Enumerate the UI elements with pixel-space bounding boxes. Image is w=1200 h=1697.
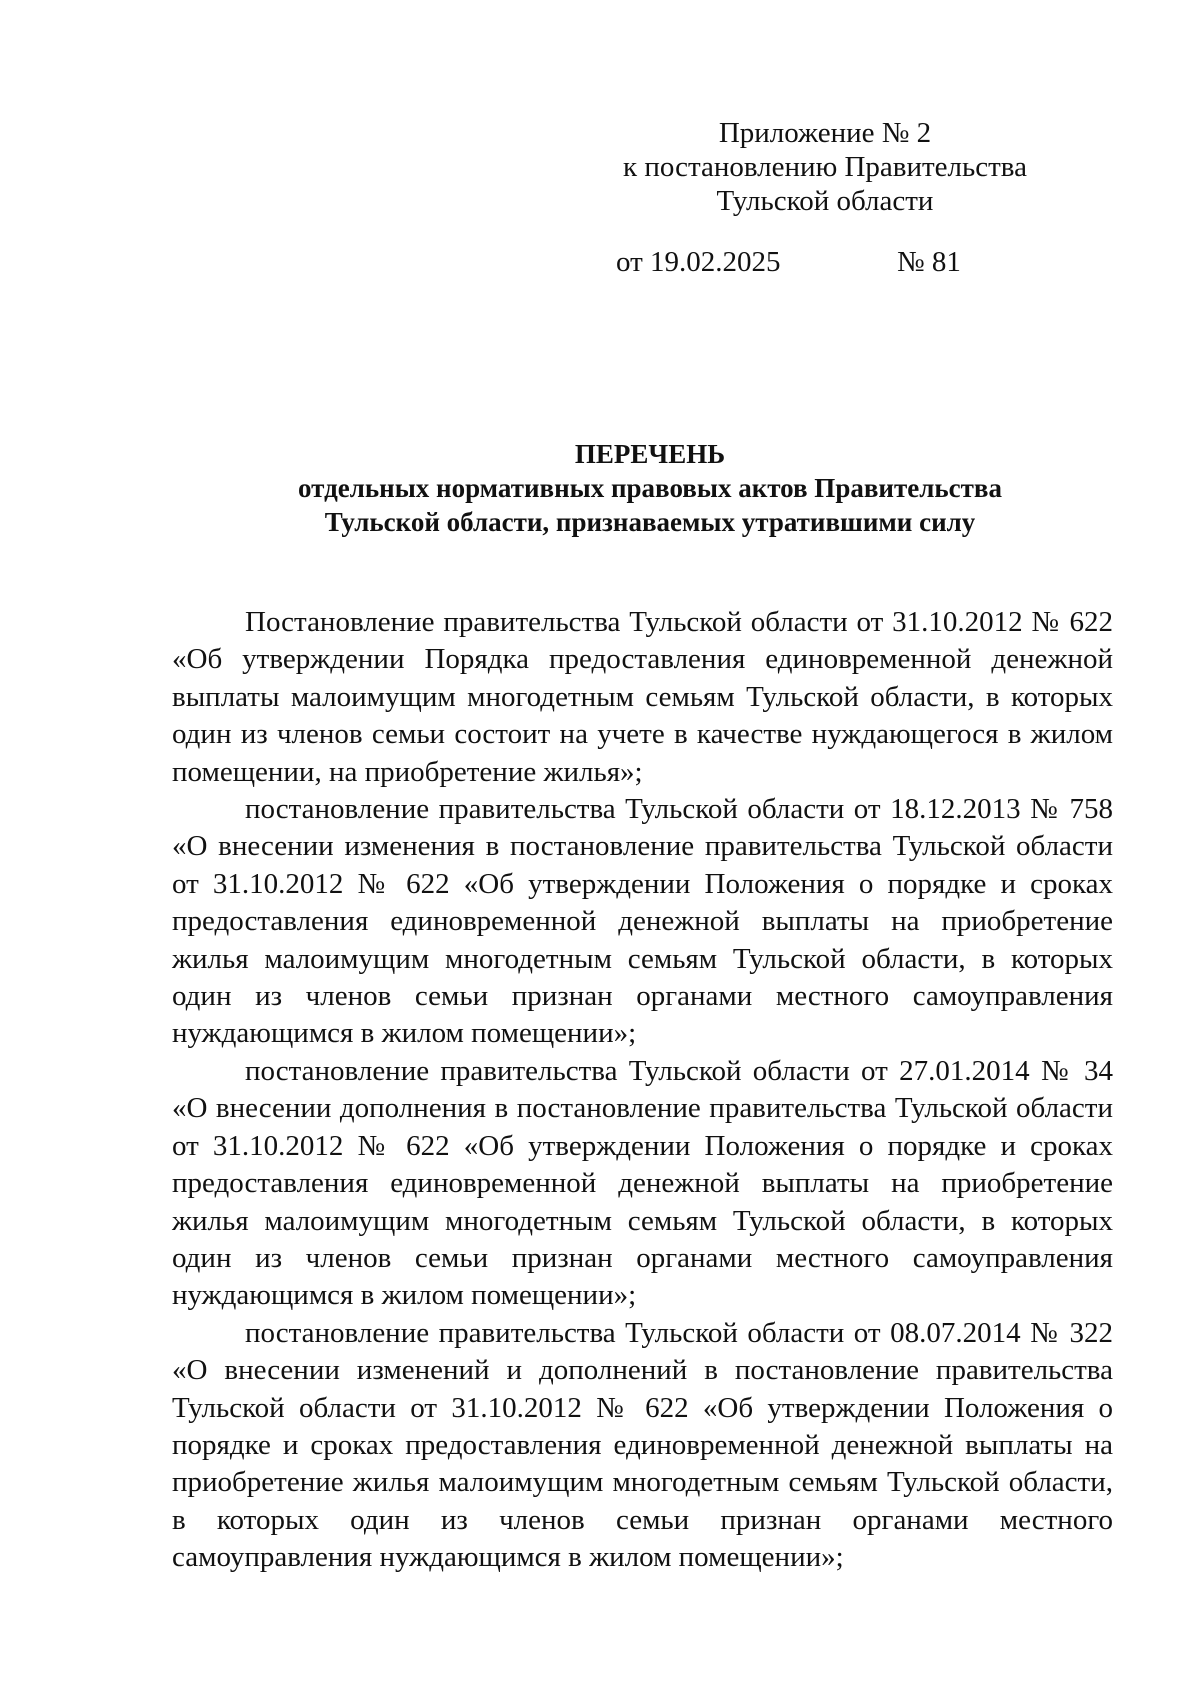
- title-subtitle-line-1: отдельных нормативных правовых актов Правительства: [298, 473, 1002, 503]
- title-subtitle-line-2: Тульской области, признаваемых утратившими силу: [324, 507, 976, 537]
- list-item: постановление правительства Тульской области от 18.12.2013 № 758 «О внесении изменения в постановление правительства Тульской области от 31.10.2012 № 622 «Об утверждении Положения о порядке и сроках предоставления единовременной денежной выплаты на приобретение жилья малоимущим многодетным семьям Тульской области, в которых один из членов семьи признан органами местного самоуправления нуждающимся в жилом помещении»;: [172, 793, 1113, 1050]
- list-item: Постановление правительства Тульской области от 31.10.2012 № 622 «Об утверждении Порядка предоставления единовременной денежной выплаты малоимущим многодетным семьям Тульской области, в которых один из членов семьи состоит на учете в качестве нуждающегося в жилом помещении, на приобретение жилья»;: [172, 606, 1113, 788]
- document-title: [150, 437, 1150, 539]
- appendix-reference: к постановлению Правительства: [623, 151, 1027, 183]
- title-main: ПЕРЕЧЕНЬ: [574, 439, 726, 469]
- appendix-region: Тульской области: [716, 185, 934, 217]
- appendix-header: [560, 116, 1090, 218]
- list-item: постановление правительства Тульской области от 27.01.2014 № 34 «О внесении дополнения в постановление правительства Тульской области от 31.10.2012 № 622 «Об утверждении Положения о порядке и сроках предоставления единовременной денежной выплаты на приобретение жилья малоимущим многодетным семьям Тульской области, в которых один из членов семьи признан органами местного самоуправления нуждающимся в жилом помещении»;: [172, 1054, 1113, 1312]
- list-item: постановление правительства Тульской области от 08.07.2014 № 322 «О внесении изменений и дополнений в постановление правительства Тульской области от 31.10.2012 № 622 «Об утверждении Положения о порядке и сроках предоставления единовременной денежной выплаты на приобретение жилья малоимущим многодетным семьям Тульской области, в которых один из членов семьи признан органами местного самоуправления нуждающимся в жилом помещении»;: [172, 1316, 1113, 1574]
- document-body: [172, 604, 1113, 1577]
- resolution-date: от 19.02.2025: [616, 246, 781, 278]
- appendix-number: Приложение № 2: [718, 117, 932, 149]
- resolution-number: № 81: [897, 246, 961, 278]
